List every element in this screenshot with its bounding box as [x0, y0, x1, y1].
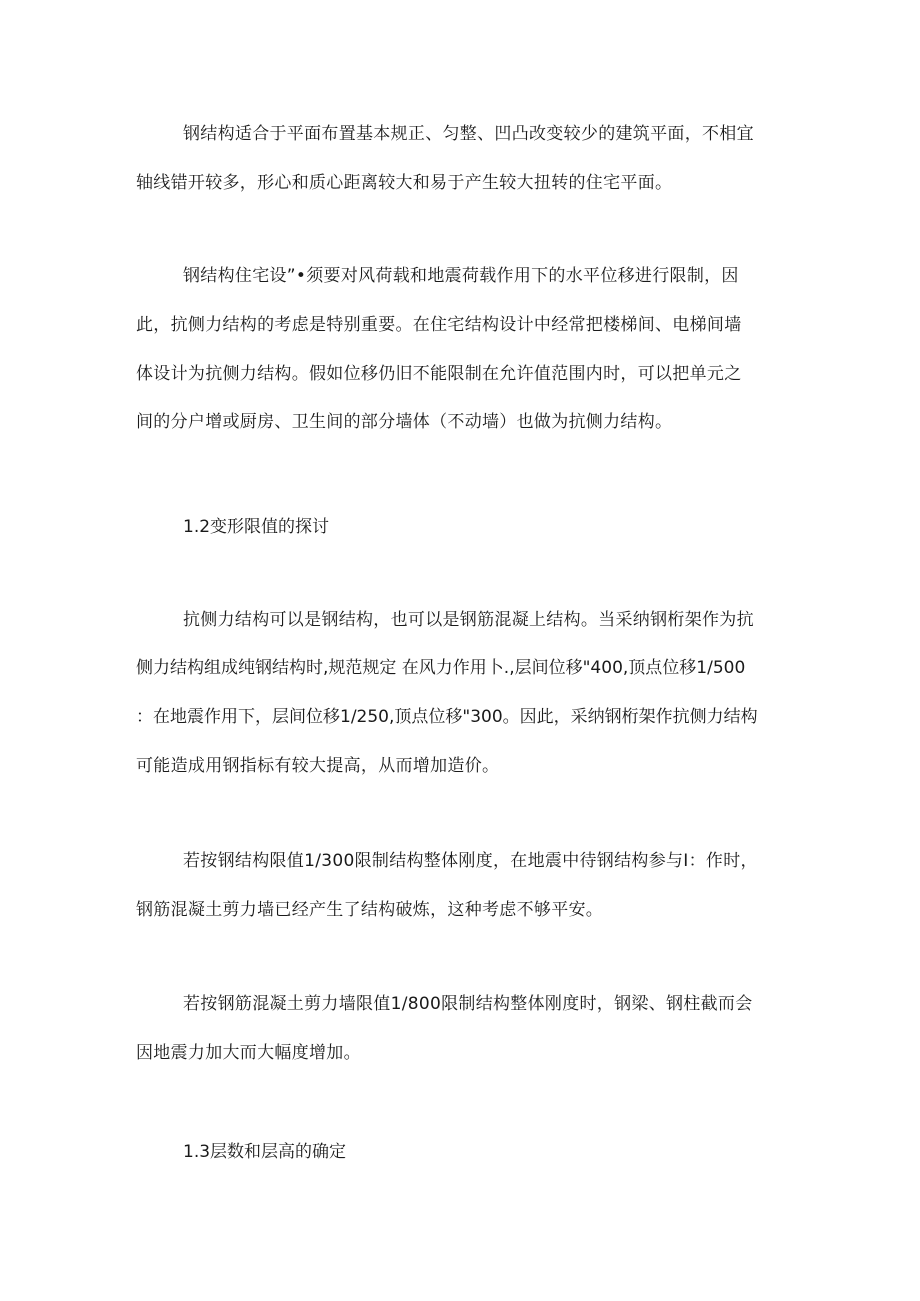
paragraph-1-line-2: 轴线错开较多，形心和质心距离较大和易于产生较大扭转的住宅平面。 — [136, 173, 673, 193]
paragraph-3-line-1: 抗侧力结构可以是钢结构，也可以是钢筋混凝上结构。当采纳钢桁架作为抗 — [183, 610, 754, 630]
paragraph-5-line-1: 若按钢筋混凝土剪力墙限值1/800限制结构整体刚度时，钢梁、钢柱截而会 — [183, 994, 753, 1014]
paragraph-3-line-3: ：在地震作用下，层间位移1/250,顶点位移"300。因此，采纳钢桁架作抗侧力结构 — [136, 707, 758, 727]
paragraph-5-line-2: 因地震力加大而大幅度增加。 — [136, 1043, 361, 1063]
section-heading-1-2: 1.2变形限值的探讨 — [183, 517, 330, 537]
paragraph-4-line-1: 若按钢结构限值1/300限制结构整体刚度，在地震中待钢结构参与I：作时， — [183, 851, 758, 871]
paragraph-2-line-1: 钢结构住宅设”•须要对风荷载和地震荷载作用下的水平位移进行限制，因 — [183, 266, 739, 286]
paragraph-3-line-2: 侧力结构组成纯钢结构时,规范规定 在风力作用卜.,层间位移"400,顶点位移1/500 — [136, 658, 746, 678]
section-heading-1-3: 1.3层数和层高的确定 — [183, 1142, 347, 1162]
paragraph-2-line-2: 此，抗侧力结构的考虑是特别重要。在住宅结构设计中经常把楼梯间、电梯间墙 — [136, 315, 742, 335]
paragraph-2-line-3: 体设计为抗侧力结构。假如位移仍旧不能限制在允许值范围内时，可以把单元之 — [136, 364, 742, 384]
paragraph-2-line-4: 间的分户增或厨房、卫生间的部分墙体（不动墙）也做为抗侧力结构。 — [136, 412, 673, 432]
paragraph-1-line-1: 钢结构适合于平面布置基本规正、匀整、凹凸改变较少的建筑平面，不相宜 — [183, 124, 754, 144]
paragraph-4-line-2: 钢筋混凝土剪力墙已经产生了结构破炼，这种考虑不够平安。 — [136, 900, 604, 920]
paragraph-3-line-4: 可能造成用钢指标有较大提高，从而增加造价。 — [136, 756, 500, 776]
